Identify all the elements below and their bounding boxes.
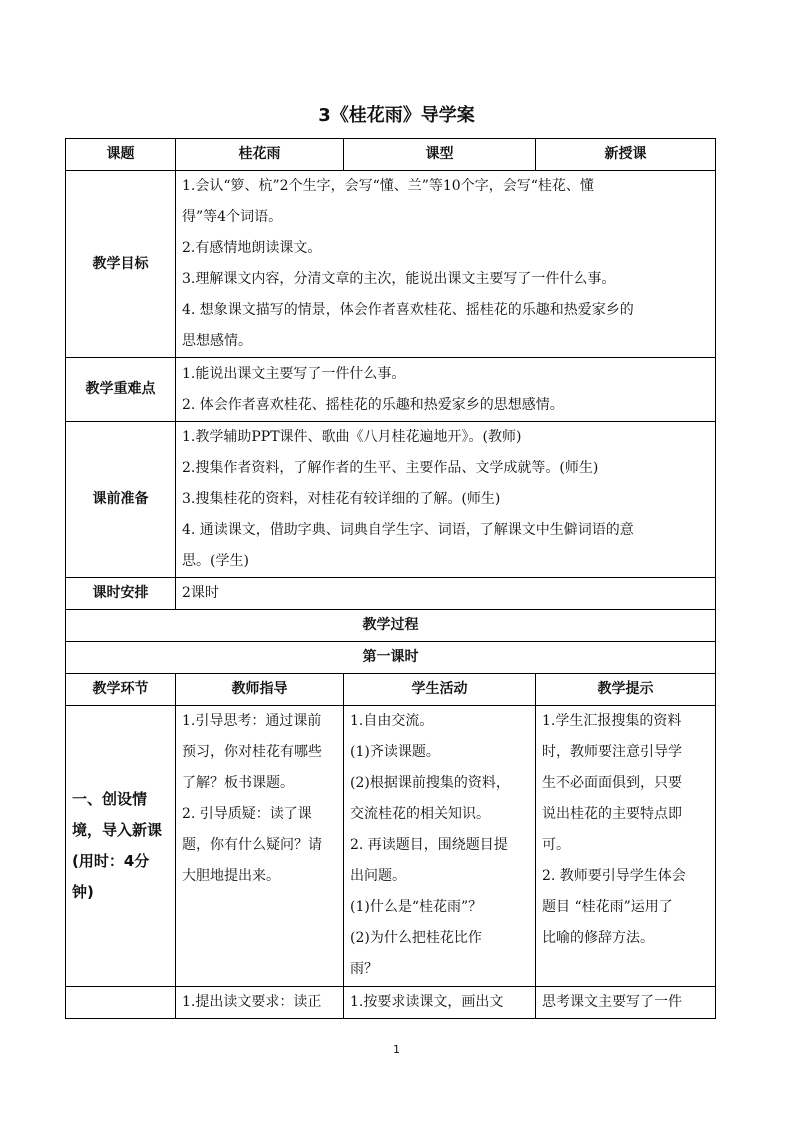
header-topic-value: 桂花雨 <box>176 139 344 171</box>
step1-tips-line: 比喻的修辞方法。 <box>542 930 654 946</box>
lesson-title: 第一课时 <box>66 642 716 674</box>
step2-label <box>66 987 176 1019</box>
step1-row <box>66 706 716 987</box>
step1-student-line: (1)齐读课题。 <box>350 744 440 760</box>
step1-label-line: 钟) <box>72 883 94 901</box>
key-points-row <box>66 358 716 422</box>
key-points-line: 2. 体会作者喜欢桂花、摇桂花的乐趣和热爱家乡的思想感情。 <box>182 396 564 413</box>
schedule-row <box>66 578 716 610</box>
step1-student-line: (1)什么是“桂花雨”？ <box>350 899 483 915</box>
objectives-line: 思想感情。 <box>182 333 252 349</box>
header-topic-label: 课题 <box>66 139 176 171</box>
process-header-teacher: 教师指导 <box>176 674 344 706</box>
process-header-tips: 教学提示 <box>536 674 716 706</box>
step2-tips <box>536 987 716 1019</box>
key-points-line: 1.能说出课文主要写了一件什么事。 <box>182 365 406 382</box>
process-header-row <box>66 674 716 706</box>
step1-teacher-line: 了解？板书课题。 <box>182 775 294 791</box>
step1-tips <box>536 706 716 987</box>
preparation-line: 思。(学生) <box>182 553 249 569</box>
step1-tips-line: 2. 教师要引导学生体会 <box>542 868 686 884</box>
step1-tips-line: 可。 <box>542 837 570 853</box>
step1-student-line: (2)根据课前搜集的资料， <box>350 775 510 791</box>
step1-tips-line: 时，教师要注意引导学 <box>542 744 682 760</box>
objectives-label: 教学目标 <box>66 171 176 358</box>
step1-tips-line: 1.学生汇报搜集的资料 <box>542 713 682 729</box>
lesson-title-row <box>66 642 716 674</box>
step1-student-line: 雨？ <box>350 961 378 977</box>
lesson-plan-table <box>65 138 716 1019</box>
process-title-row <box>66 610 716 642</box>
objectives-line: 4. 想象课文描写的情景，体会作者喜欢桂花、摇桂花的乐趣和热爱家乡的 <box>182 302 634 318</box>
step1-student-line: 1.自由交流。 <box>350 713 434 729</box>
preparation-label: 课前准备 <box>66 422 176 578</box>
step1-teacher-line: 大胆地提出来。 <box>182 868 280 884</box>
header-row <box>66 139 716 171</box>
objectives-line: 3.理解课文内容，分清文章的主次，能说出课文主要写了一件什么事。 <box>182 271 616 287</box>
step1-tips-line: 题目 “桂花雨”运用了 <box>542 899 673 915</box>
step1-label-line: 一、创设情 <box>72 790 148 808</box>
key-points-content <box>176 358 716 422</box>
process-header-student: 学生活动 <box>344 674 536 706</box>
step1-label-line: 境，导入新课 <box>72 821 163 839</box>
step2-tips-line: 思考课文主要写了一件 <box>542 994 682 1010</box>
step1-teacher <box>176 706 344 987</box>
preparation-line: 3.搜集桂花的资料，对桂花有较详细的了解。(师生) <box>182 491 501 507</box>
step1-tips-line: 生不必面面俱到，只要 <box>542 775 682 791</box>
preparation-line: 2.搜集作者资料，了解作者的生平、主要作品、文学成就等。(师生) <box>182 460 599 476</box>
objectives-content <box>176 171 716 358</box>
step1-teacher-line: 1.引导思考：通过课前 <box>182 713 322 729</box>
step1-student-line: (2)为什么把桂花比作 <box>350 930 482 946</box>
preparation-line: 1.教学辅助PPT课件、歌曲《八月桂花遍地开》。(教师) <box>182 429 522 445</box>
preparation-content <box>176 422 716 578</box>
preparation-line: 4. 通读课文，借助字典、词典自学生字、词语，了解课文中生僻词语的意 <box>182 522 634 538</box>
step1-teacher-line: 预习，你对桂花有哪些 <box>182 744 322 760</box>
step1-student <box>344 706 536 987</box>
step2-teacher <box>176 987 344 1019</box>
page-number: 1 <box>393 1043 400 1056</box>
step2-teacher-line: 1.提出读文要求：读正 <box>182 994 322 1010</box>
process-header-step: 教学环节 <box>66 674 176 706</box>
step2-student <box>344 987 536 1019</box>
step1-teacher-line: 题，你有什么疑问？请 <box>182 837 322 853</box>
step1-label-line: (用时：4分 <box>72 852 150 870</box>
schedule-label: 课时安排 <box>66 578 176 610</box>
document-title: 3《桂花雨》导学案 <box>318 105 475 126</box>
step2-student-line: 1.按要求读课文，画出文 <box>350 994 504 1010</box>
objectives-line: 2.有感情地朗读课文。 <box>182 240 322 256</box>
header-type-value: 新授课 <box>536 139 716 171</box>
objectives-row <box>66 171 716 358</box>
process-title: 教学过程 <box>66 610 716 642</box>
step1-teacher-line: 2. 引导质疑：读了课 <box>182 806 312 822</box>
step1-student-line: 2. 再读题目，围绕题目提 <box>350 837 508 853</box>
step2-row <box>66 987 716 1019</box>
key-points-label: 教学重难点 <box>66 358 176 422</box>
step1-tips-line: 说出桂花的主要特点即 <box>542 806 682 822</box>
step1-label <box>66 706 176 987</box>
schedule-value: 2课时 <box>176 578 716 610</box>
step1-student-line: 出问题。 <box>350 868 406 884</box>
header-type-label: 课型 <box>344 139 536 171</box>
preparation-row <box>66 422 716 578</box>
step1-student-line: 交流桂花的相关知识。 <box>350 806 490 822</box>
objectives-line: 1.会认“箩、杭”2个生字，会写“懂、兰”等10个字，会写“桂花、懂 <box>182 178 594 194</box>
objectives-line: 得”等4个词语。 <box>182 209 283 225</box>
